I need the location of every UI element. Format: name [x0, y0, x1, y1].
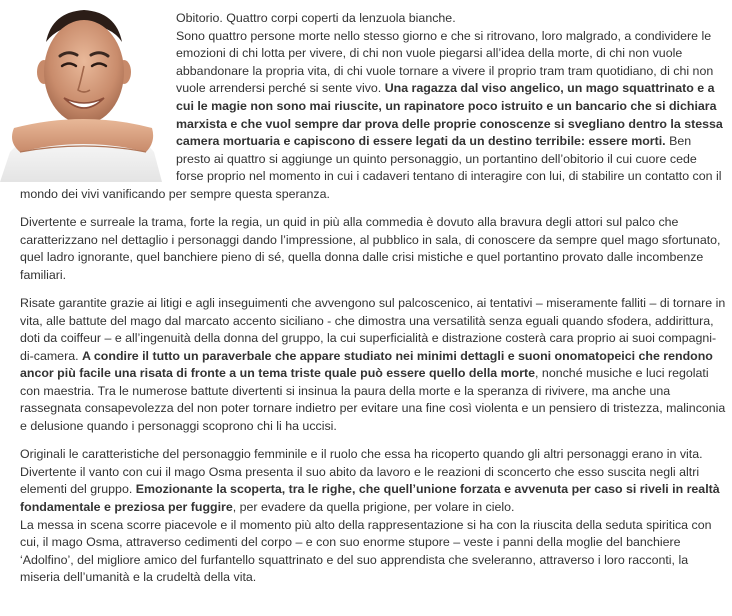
paragraph-4-segment-1: Originali le caratteristiche del personaggio femminile e il ruolo che essa ha ricoperto quando gli altri personaggi erano in vita. Divertente il vanto con cui il mago Osma presenta il suo abito da lavoro e le reazioni di sconcerto che esso suscita negli altri elementi del gruppo.: [20, 447, 703, 497]
paragraph-4-bold-segment: Emozionante la scoperta, tra le righe, che quell’unione forzata e avvenuta per caso si riveli in realtà fondamentale e preziosa per fuggire: [20, 482, 720, 514]
paragraph-4: [20, 446, 726, 587]
paragraph-2-segment-1: Divertente e surreale la trama, forte la regia, un quid in più alla commedia è dovuto alla bravura degli attori sul palco che caratterizzano nel dettaglio i personaggi dando l’impressione, al pubblico in sala, di conoscere da sempre quel mago sfortunato, quel ladro ignorante, quel banchiere pieno di sé, quella donna dalle crisi mistiche e quel portantino provato dalle incombenze familiari.: [20, 215, 721, 282]
paragraph-3-segment-1: Risate garantite grazie ai litigi e agli inseguimenti che avvengono sul palcoscenico, ai tentativi – miseramente falliti – di tornare in vita, alle battute del mago dal marcato accento siciliano - che dimostra una versatilità senza eguali quando sfodera, addirittura, doti da coiffeur – e all’ingenuità della donna del gruppo, la cui superficialità e distrazione costerà cara proprio ai suoi compagni-di-camera.: [20, 295, 726, 363]
paragraph-1-segment-4: Ben presto ai quattro si aggiunge un quinto personaggio, un portantino dell’obitorio il cui cuore cede forse proprio nel momento in cui i cadaveri tentano di interagire con lui, di stabilire un contatto con il mondo dei vivi vanificando per sempre questa speranza.: [20, 134, 722, 201]
paragraph-2: [20, 214, 726, 284]
author-photo: [0, 2, 162, 182]
paragraph-3-bold-segment: A condire il tutto un paraverbale che appare studiato nei minimi dettagli e suoni onomatopeici che rendono ancor più facile una risata di fronte a un tema triste quale può essere quello della morte: [20, 348, 713, 381]
paragraph-3: [20, 295, 726, 436]
paragraph-4-segment-3: , per evadere da quella prigione, per volare in cielo.: [232, 499, 515, 514]
portrait-smiling-man-icon: [0, 2, 162, 182]
paragraph-1-segment-2: Sono quattro persone morte nello stesso giorno e che si ritrovano, loro malgrado, a condividere le emozioni di chi lotta per vivere, di chi non vuole piegarsi all’idea della morte, di chi non vuole abbandonare la propria vita, di chi vuole tornare a vivere il proprio tram tram quotidiano, di chi non vuole arrendersi perché si sente vivo.: [176, 28, 714, 96]
paragraph-1-segment-1: Obitorio. Quattro corpi coperti da lenzuola bianche.: [176, 11, 456, 25]
paragraph-4-segment-4: La messa in scena scorre piacevole e il momento più alto della rappresentazione si ha con la riuscita della seduta spiritica con cui, il mago Osma, attraverso cedimenti del corpo – e con suo enorme stupore – veste i panni della moglie del banchiere ‘Adolfino’, del migliore amico del furfantello squattrinato e del suo apprendista che sveleranno, attraverso i loro racconti, la miseria dell’umanità e la crudeltà della vita.: [20, 517, 712, 585]
paragraph-1-bold-segment: Una ragazza dal viso angelico, un mago squattrinato e a cui le magie non sono mai riuscite, un rapinatore poco istruito e un bancario che si dichiara marxista e che vuol sempre dar prova delle proprie conoscenze si svegliano dentro la stessa camera mortuaria e capiscono di essere legati da un destino terribile: essere morti.: [176, 81, 723, 149]
paragraph-3-segment-3: , nonché musiche e luci regolati con maestria. Tra le numerose battute divertenti si insinua la paura della morte e la speranza di rivivere, ma anche una rassegnata consapevolezza del non poter tornare indietro per evitare una fine così violenta e un pensiero di tristezza, malinconia e delusione quando i personaggi scoprono chi li ha uccisi.: [20, 366, 726, 434]
